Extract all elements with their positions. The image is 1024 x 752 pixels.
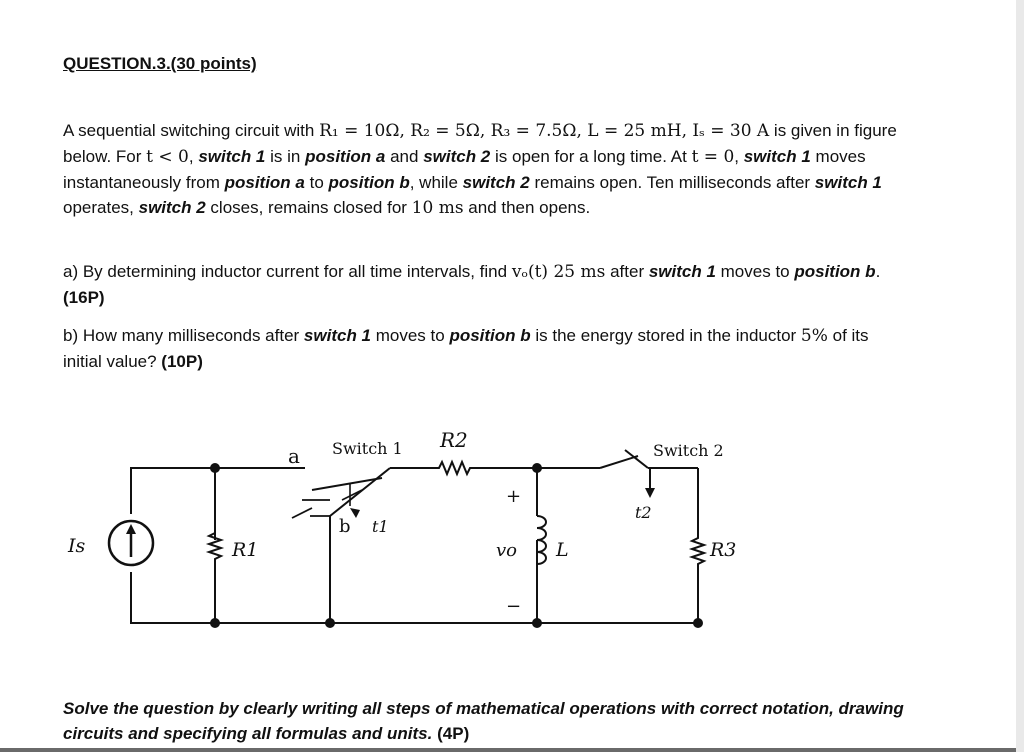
right-scroll-edge [1016, 0, 1024, 752]
bottom-border [0, 748, 1024, 752]
label-r2: R2 [440, 428, 468, 452]
question-title: QUESTION.3.(30 points) [63, 54, 257, 73]
label-r1: R1 [232, 539, 259, 561]
junction-dots [210, 463, 703, 628]
label-r3: R3 [710, 539, 737, 561]
label-l: L [556, 539, 569, 561]
label-plus: + [506, 486, 522, 507]
footer-instruction: Solve the question by clearly writing all steps of mathematical operations with correct notation, drawing circuits and specifying all formulas and units. (4P) [63, 699, 904, 743]
inductor-l [537, 516, 546, 623]
switch2-blade [600, 456, 638, 468]
circuit-diagram [50, 420, 750, 650]
label-pos-b: b [339, 516, 351, 537]
switch2-arrow-icon [645, 488, 655, 498]
label-switch1: Switch 1 [332, 439, 403, 458]
label-switch2: Switch 2 [653, 441, 724, 460]
label-pos-a: a [288, 444, 300, 468]
wire-bottom [131, 540, 537, 623]
label-is: Is [68, 535, 86, 557]
part-b: b) How many milliseconds after switch 1 moves to position b is the energy stored in the inductor 5% of its initial value? (10P) [63, 326, 869, 371]
label-t2: t2 [635, 503, 652, 522]
label-t1: t1 [372, 517, 389, 536]
switch-1 [292, 468, 390, 518]
resistor-r2 [435, 462, 475, 474]
given-values: R₁ = 10Ω, R₂ = 5Ω, R₃ = 7.5Ω, L = 25 mH, Iₛ = 30 A [319, 121, 770, 141]
footer-points: (4P) [437, 724, 470, 743]
part-b-points: (10P) [161, 352, 203, 371]
switch1-arrow-icon [350, 508, 360, 518]
label-vo: vo [496, 540, 518, 561]
part-a-points: (16P) [63, 288, 105, 307]
problem-statement: A sequential switching circuit with R₁ = 10Ω, R₂ = 5Ω, R₃ = 7.5Ω, L = 25 mH, Iₛ = 30 A is given in figure below. For t < 0, switch 1 is in position a and switch 2 is open for a long time. At t = 0, switch 1 moves instantaneously from position a to position b, while switch 2 remains open. Ten milliseconds after switch 1 operates, switch 2 closes, remains closed for 10 ms and then opens. [63, 121, 897, 218]
wire-r3-bottom [537, 565, 698, 623]
part-a: a) By determining inductor current for all time intervals, find vₒ(t) 25 ms after switch 1 moves to position b. (16P) [63, 262, 881, 307]
resistor-r3 [692, 536, 704, 568]
label-minus: − [506, 596, 522, 617]
current-source [109, 521, 153, 565]
